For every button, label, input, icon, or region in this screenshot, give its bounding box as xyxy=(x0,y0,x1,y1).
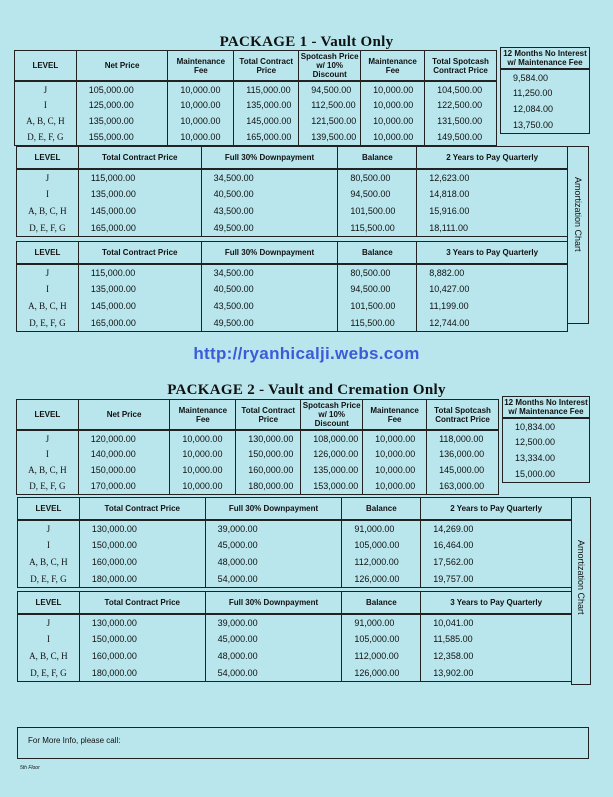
value-cell: 121,500.00 xyxy=(299,113,361,129)
column-header: Balance xyxy=(342,592,421,614)
table-row xyxy=(17,462,499,478)
column-header: Net Price xyxy=(76,51,168,82)
value-cell: 150,000.00 xyxy=(79,537,205,554)
level-cell: A, B, C, H xyxy=(18,554,80,571)
value-cell: 170,000.00 xyxy=(78,478,170,494)
value-cell: 139,500.00 xyxy=(299,129,361,145)
package-1-side-label: Amortization Chart xyxy=(573,177,583,252)
value-cell: 10,000.00 xyxy=(363,430,427,446)
level-cell: I xyxy=(18,631,80,648)
value-cell: 13,902.00 xyxy=(421,665,572,682)
floor-note: 5th Floor xyxy=(20,765,40,771)
value-cell: 153,000.00 xyxy=(301,478,363,494)
table-row xyxy=(17,478,499,494)
table-row xyxy=(503,434,590,450)
table-row xyxy=(18,554,572,571)
value-cell: 10,000.00 xyxy=(361,129,425,145)
column-header: Net Price xyxy=(78,400,170,431)
value-cell: 120,000.00 xyxy=(78,430,170,446)
value-cell: 165,000.00 xyxy=(234,129,299,145)
value-cell: 149,500.00 xyxy=(425,129,497,145)
value-cell: 10,000.00 xyxy=(363,462,427,478)
value-cell: 165,000.00 xyxy=(78,220,201,237)
level-cell: D, E, F, G xyxy=(17,478,79,494)
value-cell: 9,584.00 xyxy=(501,69,590,85)
value-cell: 39,000.00 xyxy=(205,614,342,631)
value-cell: 163,000.00 xyxy=(427,478,499,494)
column-header: Full 30% Downpayment xyxy=(201,147,338,169)
level-cell: D, E, F, G xyxy=(18,571,80,588)
value-cell: 43,500.00 xyxy=(201,203,338,220)
package-2-amortization-3yr-table xyxy=(17,591,572,682)
level-cell: A, B, C, H xyxy=(17,203,79,220)
value-cell: 10,000.00 xyxy=(363,478,427,494)
value-cell: 49,500.00 xyxy=(201,315,338,332)
table-row xyxy=(17,169,568,186)
table-row xyxy=(18,520,572,537)
value-cell: 10,000.00 xyxy=(361,113,425,129)
level-cell: A, B, C, H xyxy=(17,298,79,315)
column-header: Balance xyxy=(342,498,421,520)
value-cell: 122,500.00 xyxy=(425,97,497,113)
value-cell: 104,500.00 xyxy=(425,81,497,97)
value-cell: 80,500.00 xyxy=(338,169,417,186)
value-cell: 10,000.00 xyxy=(168,113,234,129)
value-cell: 43,500.00 xyxy=(201,298,338,315)
level-cell: I xyxy=(17,281,79,298)
column-header: 3 Years to Pay Quarterly xyxy=(417,242,568,264)
package-2-price-table xyxy=(16,399,499,495)
value-cell: 130,000.00 xyxy=(236,430,301,446)
contact-label: For More Info, please call: xyxy=(28,736,121,745)
level-cell: I xyxy=(15,97,77,113)
column-header: Full 30% Downpayment xyxy=(205,498,342,520)
value-cell: 11,585.00 xyxy=(421,631,572,648)
column-header: LEVEL xyxy=(18,498,80,520)
value-cell: 131,500.00 xyxy=(425,113,497,129)
column-header: Maintenance Fee xyxy=(361,51,425,82)
level-cell: I xyxy=(17,186,79,203)
table-row xyxy=(18,537,572,554)
value-cell: 180,000.00 xyxy=(79,571,205,588)
table-row xyxy=(15,129,497,145)
value-cell: 94,500.00 xyxy=(299,81,361,97)
value-cell: 19,757.00 xyxy=(421,571,572,588)
value-cell: 180,000.00 xyxy=(236,478,301,494)
value-cell: 8,882.00 xyxy=(417,264,568,281)
table-row xyxy=(15,81,497,97)
value-cell: 155,000.00 xyxy=(76,129,168,145)
value-cell: 54,000.00 xyxy=(205,571,342,588)
value-cell: 160,000.00 xyxy=(236,462,301,478)
level-cell: I xyxy=(18,537,80,554)
value-cell: 12,500.00 xyxy=(503,434,590,450)
column-header: Total Contract Price xyxy=(78,242,201,264)
table-row xyxy=(18,571,572,588)
level-cell: J xyxy=(15,81,77,97)
column-header: Total Contract Price xyxy=(234,51,299,82)
value-cell: 145,000.00 xyxy=(234,113,299,129)
value-cell: 135,000.00 xyxy=(78,281,201,298)
table-row xyxy=(501,69,590,85)
value-cell: 12,744.00 xyxy=(417,315,568,332)
value-cell: 160,000.00 xyxy=(79,648,205,665)
value-cell: 105,000.00 xyxy=(342,631,421,648)
value-cell: 145,000.00 xyxy=(427,462,499,478)
level-cell: D, E, F, G xyxy=(18,665,80,682)
value-cell: 118,000.00 xyxy=(427,430,499,446)
value-cell: 54,000.00 xyxy=(205,665,342,682)
value-cell: 94,500.00 xyxy=(338,186,417,203)
value-cell: 135,000.00 xyxy=(234,97,299,113)
value-cell: 15,916.00 xyxy=(417,203,568,220)
value-cell: 14,269.00 xyxy=(421,520,572,537)
value-cell: 10,000.00 xyxy=(168,81,234,97)
value-cell: 12,623.00 xyxy=(417,169,568,186)
table-row xyxy=(17,186,568,203)
value-cell: 140,000.00 xyxy=(78,446,170,462)
column-header: Total Contract Price xyxy=(236,400,301,431)
level-cell: A, B, C, H xyxy=(15,113,77,129)
value-cell: 160,000.00 xyxy=(79,554,205,571)
package-2-12-months-table xyxy=(502,396,590,483)
package-1-title: PACKAGE 1 - Vault Only xyxy=(219,34,394,50)
table-row xyxy=(17,430,499,446)
value-cell: 10,000.00 xyxy=(361,81,425,97)
value-cell: 112,000.00 xyxy=(342,648,421,665)
value-cell: 45,000.00 xyxy=(205,631,342,648)
table-row xyxy=(17,220,568,237)
table-row xyxy=(18,614,572,631)
value-cell: 150,000.00 xyxy=(236,446,301,462)
column-header: 12 Months No Interest w/ Maintenance Fee xyxy=(501,48,590,70)
value-cell: 10,000.00 xyxy=(168,97,234,113)
value-cell: 115,500.00 xyxy=(338,220,417,237)
value-cell: 12,358.00 xyxy=(421,648,572,665)
package-1-side-box xyxy=(567,146,589,324)
value-cell: 11,199.00 xyxy=(417,298,568,315)
website-link[interactable]: http://ryanhicalji.webs.com xyxy=(193,344,420,363)
table-row xyxy=(18,665,572,682)
column-header: Maintenance Fee xyxy=(170,400,236,431)
value-cell: 145,000.00 xyxy=(78,203,201,220)
value-cell: 10,000.00 xyxy=(170,430,236,446)
value-cell: 39,000.00 xyxy=(205,520,342,537)
column-header: Spotcash Price w/ 10% Discount xyxy=(301,400,363,431)
contact-box xyxy=(17,727,589,759)
value-cell: 10,000.00 xyxy=(363,446,427,462)
column-header: 12 Months No Interest w/ Maintenance Fee xyxy=(504,398,588,416)
table-row xyxy=(503,418,590,434)
package-1-amortization-2yr-table xyxy=(16,146,568,237)
value-cell: 105,000.00 xyxy=(342,537,421,554)
column-header: Total Contract Price xyxy=(79,592,205,614)
column-header: Balance xyxy=(338,147,417,169)
value-cell: 101,500.00 xyxy=(338,298,417,315)
column-header: Maintenance Fee xyxy=(168,51,234,82)
value-cell: 135,000.00 xyxy=(78,186,201,203)
value-cell: 49,500.00 xyxy=(201,220,338,237)
value-cell: 18,111.00 xyxy=(417,220,568,237)
package-1-12-months-table xyxy=(500,47,590,134)
column-header: Full 30% Downpayment xyxy=(205,592,342,614)
value-cell: 112,000.00 xyxy=(342,554,421,571)
value-cell: 14,818.00 xyxy=(417,186,568,203)
column-header: Maintenance Fee xyxy=(363,400,427,431)
column-header: LEVEL xyxy=(18,592,80,614)
value-cell: 135,000.00 xyxy=(76,113,168,129)
level-cell: J xyxy=(17,430,79,446)
value-cell: 115,000.00 xyxy=(78,264,201,281)
value-cell: 10,000.00 xyxy=(170,446,236,462)
level-cell: J xyxy=(17,264,79,281)
package-2-side-box xyxy=(571,497,591,685)
value-cell: 48,000.00 xyxy=(205,554,342,571)
value-cell: 135,000.00 xyxy=(301,462,363,478)
value-cell: 115,000.00 xyxy=(78,169,201,186)
value-cell: 145,000.00 xyxy=(78,298,201,315)
table-row xyxy=(17,281,568,298)
table-row xyxy=(17,203,568,220)
value-cell: 10,000.00 xyxy=(170,462,236,478)
level-cell: I xyxy=(17,446,79,462)
value-cell: 40,500.00 xyxy=(201,186,338,203)
value-cell: 94,500.00 xyxy=(338,281,417,298)
value-cell: 125,000.00 xyxy=(76,97,168,113)
level-cell: J xyxy=(17,169,79,186)
column-header: Full 30% Downpayment xyxy=(201,242,338,264)
value-cell: 10,041.00 xyxy=(421,614,572,631)
value-cell: 10,427.00 xyxy=(417,281,568,298)
value-cell: 80,500.00 xyxy=(338,264,417,281)
value-cell: 10,834.00 xyxy=(503,418,590,434)
column-header: LEVEL xyxy=(17,400,79,431)
value-cell: 150,000.00 xyxy=(79,631,205,648)
value-cell: 112,500.00 xyxy=(299,97,361,113)
value-cell: 34,500.00 xyxy=(201,264,338,281)
table-row xyxy=(503,466,590,482)
table-row xyxy=(15,113,497,129)
package-1-amortization-3yr-table xyxy=(16,241,568,332)
column-header: Total Spotcash Contract Price xyxy=(427,400,499,431)
column-header: Spotcash Price w/ 10% Discount xyxy=(299,51,361,82)
table-row xyxy=(501,85,590,101)
value-cell: 130,000.00 xyxy=(79,520,205,537)
column-header: LEVEL xyxy=(17,242,79,264)
value-cell: 10,000.00 xyxy=(170,478,236,494)
value-cell: 45,000.00 xyxy=(205,537,342,554)
value-cell: 108,000.00 xyxy=(301,430,363,446)
table-row xyxy=(18,648,572,665)
value-cell: 126,000.00 xyxy=(342,665,421,682)
level-cell: J xyxy=(18,520,80,537)
table-row xyxy=(17,315,568,332)
column-header: Balance xyxy=(338,242,417,264)
level-cell: A, B, C, H xyxy=(17,462,79,478)
table-row xyxy=(501,101,590,117)
value-cell: 150,000.00 xyxy=(78,462,170,478)
value-cell: 115,500.00 xyxy=(338,315,417,332)
value-cell: 11,250.00 xyxy=(501,85,590,101)
package-1-price-table xyxy=(14,50,497,146)
value-cell: 136,000.00 xyxy=(427,446,499,462)
column-header: Total Contract Price xyxy=(79,498,205,520)
value-cell: 17,562.00 xyxy=(421,554,572,571)
column-header: LEVEL xyxy=(17,147,79,169)
value-cell: 48,000.00 xyxy=(205,648,342,665)
value-cell: 40,500.00 xyxy=(201,281,338,298)
level-cell: J xyxy=(18,614,80,631)
value-cell: 16,464.00 xyxy=(421,537,572,554)
value-cell: 91,000.00 xyxy=(342,614,421,631)
package-2-title: PACKAGE 2 - Vault and Cremation Only xyxy=(167,382,446,398)
level-cell: D, E, F, G xyxy=(17,220,79,237)
value-cell: 105,000.00 xyxy=(76,81,168,97)
value-cell: 101,500.00 xyxy=(338,203,417,220)
column-header: Total Spotcash Contract Price xyxy=(425,51,497,82)
value-cell: 130,000.00 xyxy=(79,614,205,631)
table-row xyxy=(18,631,572,648)
table-row xyxy=(17,264,568,281)
column-header: LEVEL xyxy=(15,51,77,82)
package-2-side-label: Amortization Chart xyxy=(576,540,586,615)
table-row xyxy=(15,97,497,113)
table-row xyxy=(17,298,568,315)
value-cell: 10,000.00 xyxy=(361,97,425,113)
table-row xyxy=(503,450,590,466)
package-2-amortization-2yr-table xyxy=(17,497,572,588)
value-cell: 115,000.00 xyxy=(234,81,299,97)
value-cell: 12,084.00 xyxy=(501,101,590,117)
value-cell: 165,000.00 xyxy=(78,315,201,332)
value-cell: 13,750.00 xyxy=(501,117,590,133)
column-header: 3 Years to Pay Quarterly xyxy=(421,592,572,614)
value-cell: 126,000.00 xyxy=(342,571,421,588)
value-cell: 91,000.00 xyxy=(342,520,421,537)
value-cell: 34,500.00 xyxy=(201,169,338,186)
column-header: Total Contract Price xyxy=(78,147,201,169)
value-cell: 15,000.00 xyxy=(503,466,590,482)
column-header: 2 Years to Pay Quarterly xyxy=(417,147,568,169)
value-cell: 180,000.00 xyxy=(79,665,205,682)
value-cell: 126,000.00 xyxy=(301,446,363,462)
level-cell: D, E, F, G xyxy=(15,129,77,145)
value-cell: 10,000.00 xyxy=(168,129,234,145)
column-header: 2 Years to Pay Quarterly xyxy=(421,498,572,520)
level-cell: D, E, F, G xyxy=(17,315,79,332)
level-cell: A, B, C, H xyxy=(18,648,80,665)
value-cell: 13,334.00 xyxy=(503,450,590,466)
table-row xyxy=(501,117,590,133)
table-row xyxy=(17,446,499,462)
